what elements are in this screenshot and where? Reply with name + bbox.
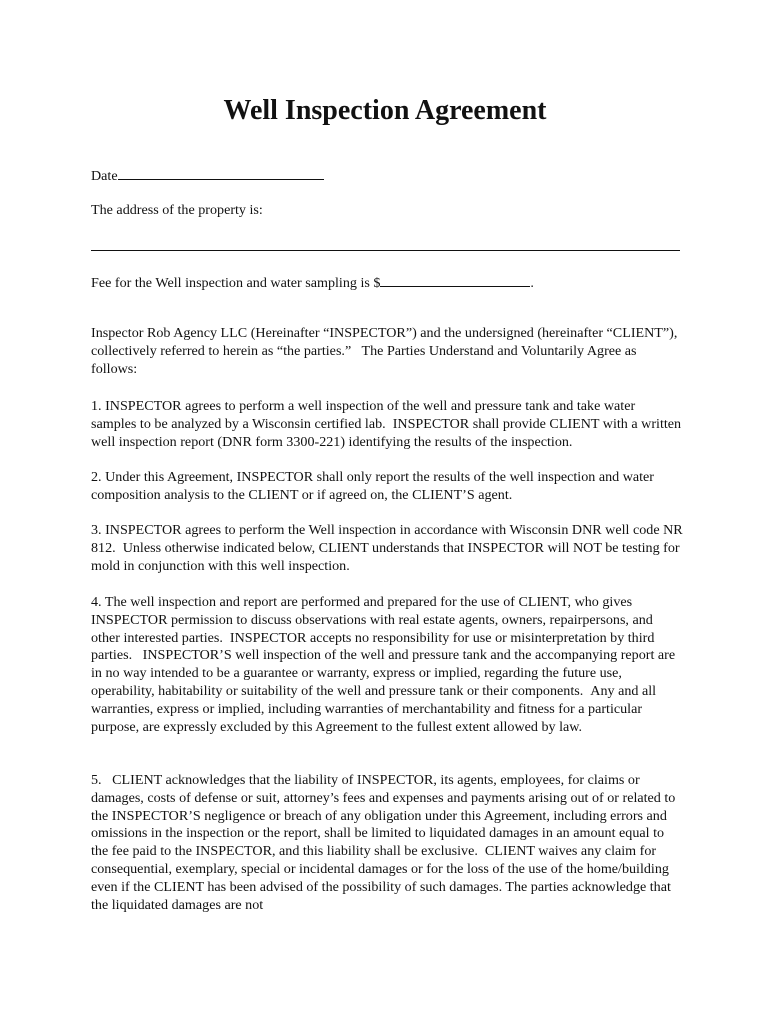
fee-line	[91, 273, 534, 292]
intro-paragraph: Inspector Rob Agency LLC (Hereinafter “INSPECTOR”) and the undersigned (hereinafter “CLIENT”), collectively referred to herein as “the parties.” The Parties Understand and Voluntarily Agree as follows:	[91, 325, 678, 377]
date-line	[91, 166, 324, 185]
clause-2: 2. Under this Agreement, INSPECTOR shall only report the results of the well inspection and water composition analysis to the CLIENT or if agreed on, the CLIENT’S agent.	[91, 469, 654, 503]
fee-end: .	[530, 275, 534, 291]
address-label: The address of the property is:	[91, 202, 263, 218]
date-field[interactable]	[118, 166, 324, 180]
fee-label: Fee for the Well inspection and water sampling is $	[91, 275, 381, 291]
clause-5: 5. CLIENT acknowledges that the liability of INSPECTOR, its agents, employees, for claims or damages, costs of defense or suit, attorney’s fees and expenses and payments arising out of or related to the INSPECTOR’S negligence or breach of any obligation under this Agreement, including errors and omissions in the inspection or the report, shall be limited to liquidated damages in an amount equal to the fee paid to the INSPECTOR, and this liability shall be exclusive. CLIENT waives any claim for consequential, exemplary, special or incidental damages or for the loss of the use of the home/building even if the CLIENT has been advised of the possibility of such damages. The parties acknowledge that the liquidated damages are not	[91, 772, 676, 913]
clause-4: 4. The well inspection and report are performed and prepared for the use of CLIENT, who gives INSPECTOR permission to discuss observations with real estate agents, owners, repairpersons, and other interested parties. INSPECTOR accepts no responsibility for use or misinterpretation by third parties. INSPECTOR’S well inspection of the well and pressure tank and the accompanying report are in no way intended to be a guarantee or warranty, express or implied, regarding the future use, operability, habitability or suitability of the well and pressure tank or their components. Any and all warranties, express or implied, including warranties of merchantability and fitness for a particular purpose, are expressly excluded by this Agreement to the fullest extent allowed by law.	[91, 594, 676, 735]
clause-3: 3. INSPECTOR agrees to perform the Well inspection in accordance with Wisconsin DNR well code NR 812. Unless otherwise indicated below, CLIENT understands that INSPECTOR will NOT be testing for mold in conjunction with this well inspection.	[91, 522, 683, 574]
page-title: Well Inspection Agreement	[223, 95, 547, 126]
address-field[interactable]	[91, 250, 680, 251]
clause-1: 1. INSPECTOR agrees to perform a well inspection of the well and pressure tank and take water samples to be analyzed by a Wisconsin certified lab. INSPECTOR shall provide CLIENT with a written well inspection report (DNR form 3300-221) identifying the results of the inspection.	[91, 398, 682, 450]
date-label: Date	[91, 168, 118, 184]
fee-field[interactable]	[380, 273, 530, 287]
